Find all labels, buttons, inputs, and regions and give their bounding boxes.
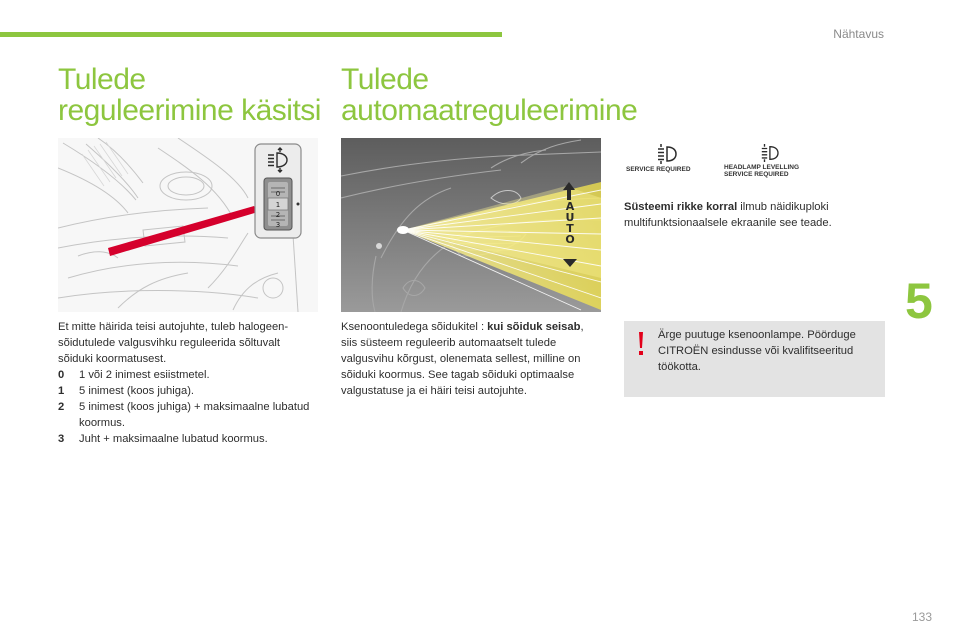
fault-emphasis: Süsteemi rikke korral	[624, 201, 738, 213]
load-item-1: 1 5 inimest (koos juhiga).	[58, 385, 195, 397]
warning-box	[624, 321, 885, 397]
switch-position-3: 3	[275, 221, 281, 229]
auto-adjustment-title: Tulede automaatreguleerimine	[341, 63, 638, 127]
headlamp-levelling-icon	[758, 144, 780, 162]
headlamp-levelling-label-line2: SERVICE REQUIRED	[724, 171, 789, 178]
auto-letter-a: A	[565, 200, 575, 213]
service-required-label: SERVICE REQUIRED	[626, 166, 691, 173]
switch-position-1: 1	[275, 201, 281, 209]
manual-intro: Et mitte häirida teisi autojuhte, tuleb halogeen-sõidutulede valgusvihku reguleerida sõltuvalt sõiduki koormatusest.	[58, 321, 289, 365]
auto-letter-t: T	[566, 222, 574, 235]
xenon-warning-text: Ärge puutuge ksenoonlampe. Pöörduge CITROËN esindusse või kvalifitseeritud töökotta.	[658, 329, 856, 373]
car-front-beam-illustration	[341, 138, 601, 312]
vehicle-stationary-emphasis: kui sõiduk seisab	[487, 321, 581, 333]
switch-position-0: 0	[275, 190, 281, 198]
auto-letter-o: O	[565, 233, 575, 246]
section-label: Nähtavus	[833, 27, 884, 41]
load-item-0: 0 1 või 2 inimest esiistmetel.	[58, 369, 210, 381]
service-required-indicator	[626, 144, 706, 173]
chapter-number: 5	[905, 273, 933, 329]
page-number: 133	[912, 610, 933, 624]
fault-text: Süsteemi rikke korral ilmub näidikuploki multifunktsionaalsele ekraanile see teade.	[624, 201, 832, 229]
header-accent-bar	[0, 32, 502, 37]
dashboard-switch-illustration	[58, 138, 318, 312]
auto-letter-u: U	[565, 211, 575, 224]
switch-position-2: 2	[275, 211, 281, 219]
load-item-2: 2 5 inimest (koos juhiga) + maksimaalne lubatud koormus.	[58, 401, 310, 429]
manual-adjustment-text	[58, 319, 316, 447]
headlamp-levelling-icon	[654, 144, 678, 164]
exclamation-warning-icon	[634, 331, 648, 357]
load-item-3: 3 Juht + maksimaalne lubatud koormus.	[58, 433, 268, 445]
headlamp-levelling-service-indicator	[724, 144, 814, 178]
auto-adjustment-text: Ksenoontuledega sõidukitel : kui sõiduk seisab, siis süsteem reguleerib automaatselt tulede valgusvihu kõrgust, olenemata sellest, milline on sõiduki koormus. See tagab sõiduki optimaalse valgustatuse ja ei häiri teisi autojuhte.	[341, 321, 584, 397]
headlamp-levelling-label-line1: HEADLAMP LEVELLING	[724, 164, 799, 171]
manual-adjustment-title: Tulede reguleerimine käsitsi	[58, 63, 321, 127]
